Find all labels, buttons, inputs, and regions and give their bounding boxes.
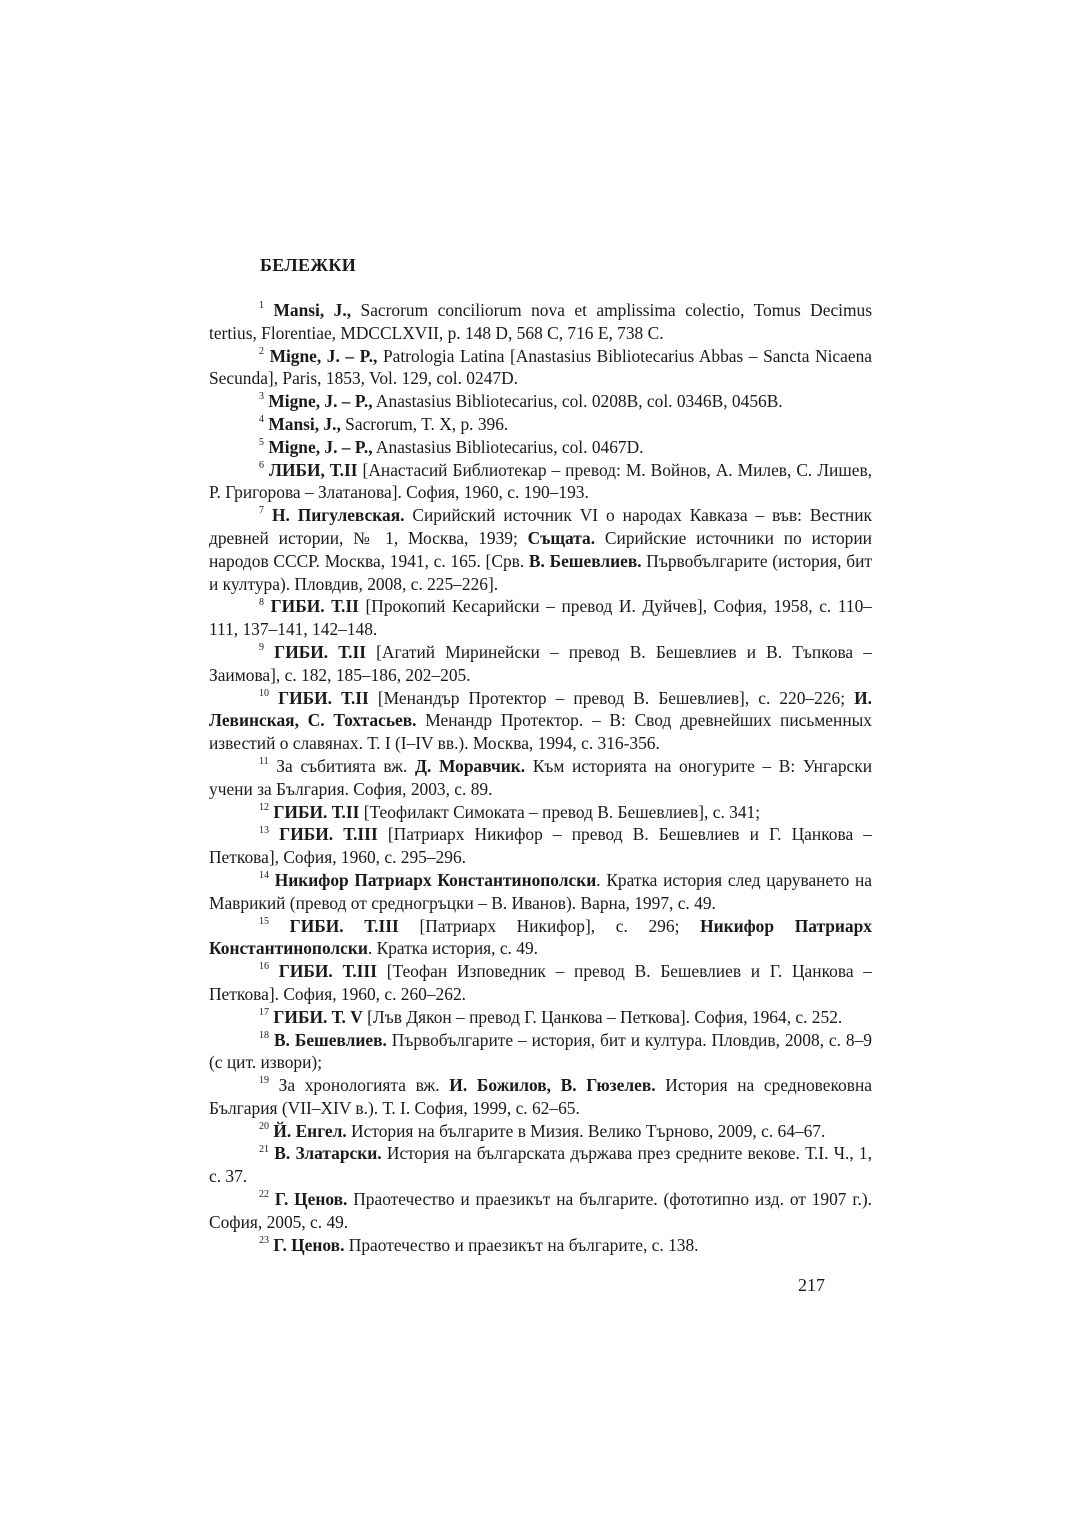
footnote-20 [209,1120,872,1143]
footnote-15 [209,915,872,961]
footnote-text: Менандр Протектор. – В: Свод древнейших письменных известий о славянах. Т. I (I–IV вв.). Москва, 1994, с. 316-356. [209,710,873,754]
footnote-text: Към историята на оногурите – В: Унгарски учени за България. София, 2003, с. 89. [209,755,872,799]
footnote-author: ГИБИ. Т.II [274,641,366,662]
footnote-text: Сирийский источник VI о народах Кавказа – във: Вестник древней истории, № 1, Москва, 1939; [209,505,872,548]
footnote-text: [Менандър Протектор – превод В. Бешевлиев], с. 220–226; [368,687,855,708]
footnote-author: И. Божилов, В. Гюзелев. [449,1075,656,1096]
footnote-author: В. Бешевлиев. [528,550,642,571]
footnote-13 [209,823,872,869]
footnote-23 [209,1234,872,1257]
footnote-author: Г. Ценов. [274,1189,348,1210]
footnote-author: Никифор Патриарх Константинополски [209,915,872,959]
footnote-8 [209,595,872,641]
footnote-22 [209,1188,872,1234]
footnote-text: Сирийские источники по истории народов СССР. Москва, 1941, с. 165. [Срв. [209,527,872,571]
footnote-number: 15 [259,915,269,927]
footnote-author: ГИБИ. Т.II [273,801,360,822]
footnote-author: И. Левинская, С. Тохтасьев. [209,687,872,731]
footnote-prefix: За хронологията вж. [278,1075,450,1096]
footnote-18 [209,1029,872,1075]
footnote-author: Д. Моравчик. [415,755,526,776]
footnote-11 [209,755,872,801]
footnote-number: 11 [259,756,269,768]
footnote-number: 8 [259,596,264,608]
footnote-number: 13 [259,824,269,836]
footnote-author: ГИБИ. Т.II [278,687,369,708]
footnote-2 [209,345,872,391]
footnote-author: Migne, J. – P., [268,436,373,457]
footnote-prefix: За събитията вж. [276,755,416,776]
footnote-author: ГИБИ. Т.III [279,824,378,845]
footnote-9 [209,641,872,687]
footnote-text: Anastasius Bibliotecarius, col. 0467D. [372,436,644,457]
footnote-6 [209,459,872,505]
footnote-number: 17 [259,1006,269,1018]
footnote-author: В. Бешевлиев. [273,1029,387,1050]
footnote-17 [209,1006,872,1029]
footnote-number: 19 [259,1075,269,1087]
footnote-number: 6 [259,459,264,471]
footnote-number: 3 [259,391,264,403]
footnote-text: [Патриарх Никифор], с. 296; [398,915,701,936]
footnote-14 [209,869,872,915]
footnote-text: . Кратка история след царуването на Маврикий (превод от средногръцки – В. Иванов). Варна, 1997, с. 49. [209,869,872,913]
notes-list [209,299,872,1256]
footnote-author: ЛИБИ, Т.II [268,459,358,480]
footnote-author: Н. Пигулевская. [271,505,405,526]
footnote-author: Migne, J. – P., [268,391,373,412]
footnote-text: [Теофан Изповедник – превод В. Бешевлиев и Г. Цанкова – Петкова]. София, 1960, с. 260–262. [209,961,872,1004]
footnote-number: 21 [259,1143,269,1155]
footnote-text: [Теофилакт Симоката – превод В. Бешевлиев], с. 341; [359,801,761,822]
footnote-author: Й. Енгел. [273,1120,347,1141]
footnote-4 [209,413,872,436]
footnote-author: Mansi, J., [268,413,341,434]
footnote-author: ГИБИ. Т.II [270,596,359,617]
footnote-text: [Прокопий Кесарийски – превод И. Дуйчев], София, 1958, с. 110–111, 137–141, 142–148. [209,596,873,640]
footnote-text: . Кратка история, с. 49. [367,938,538,959]
footnote-author: ГИБИ. Т.III [278,961,377,982]
footnote-number: 2 [259,345,264,357]
footnote-10 [209,687,872,755]
page-number: 217 [798,1275,825,1295]
footnote-number: 23 [259,1234,269,1246]
footnote-author: Г. Ценов. [273,1234,345,1255]
footnote-text: [Лъв Дякон – превод Г. Цанкова – Петкова]. София, 1964, с. 252. [362,1006,843,1027]
footnote-12 [209,801,872,824]
footnote-text: [Патриарх Никифор – превод В. Бешевлиев и Г. Цанкова – Петкова], София, 1960, с. 295–296. [209,824,872,868]
footnote-author: Migne, J. – P., [269,345,378,366]
notes-heading: БЕЛЕЖКИ [260,255,357,275]
footnote-number: 20 [259,1120,269,1132]
footnote-number: 22 [259,1189,269,1201]
footnote-19 [209,1074,872,1120]
footnote-number: 12 [259,801,269,813]
footnote-1 [209,299,872,345]
footnote-author: Никифор Патриарх Константинополски [274,869,597,890]
footnote-author: В. Златарски. [274,1143,382,1164]
footnote-author: ГИБИ. Т. V [273,1006,363,1027]
footnote-text: Patrologia Latina [Anastasius Bibliotecarius Abbas – Sancta Nicaena Secunda], Paris, 1853, Vol. 129, col. 0247D. [209,345,872,389]
footnote-3 [209,390,872,413]
footnote-21 [209,1142,872,1188]
footnote-7 [209,504,872,595]
footnote-text: История на средновековна България (VII–XIV в.). Т. I. София, 1999, с. 62–65. [209,1075,872,1118]
footnote-text: Sacrorum conciliorum nova et amplissima colectio, Tomus Decimus tertius, Florentiae, MDCCLXVII, p. 148 D, 568 C, 716 E, 738 C. [209,300,872,343]
footnote-5 [209,436,872,459]
footnote-number: 5 [259,436,264,448]
footnote-number: 4 [259,414,264,426]
footnote-author: Същата. [527,527,596,548]
footnote-author: Mansi, J., [273,300,352,320]
footnote-number: 18 [259,1029,269,1041]
footnote-text: Първобългарите – история, бит и култура. Пловдив, 2008, с. 8–9 (с цит. извори); [209,1029,873,1073]
footnote-text: [Анастасий Библиотекар – превод: М. Войнов, А. Милев, С. Лишев, Р. Григорова – Златанова]. София, 1960, с. 190–193. [209,459,873,503]
footnote-text: Праотечество и праезикът на българите. (фототипно изд. от 1907 г.). София, 2005, с. 49. [209,1189,872,1232]
footnote-number: 14 [259,870,269,882]
footnote-text: Sacrorum, T. X, p. 396. [340,413,509,434]
footnote-number: 10 [259,687,269,699]
footnote-text: Праотечество и праезикът на българите, с. 138. [344,1234,699,1255]
footnote-text: Anastasius Bibliotecarius, col. 0208B, col. 0346B, 0456B. [372,391,783,412]
footnote-number: 16 [259,961,269,973]
footnote-number: 1 [259,300,264,312]
footnote-text: [Агатий Миринейски – превод В. Бешевлиев и В. Тъпкова – Заимова], с. 182, 185–186, 202–205. [209,641,872,685]
footnote-number: 9 [259,642,264,654]
footnote-text: История на българската държава през средните векове. Т.I. Ч., 1, с. 37. [209,1143,872,1187]
footnote-author: ГИБИ. Т.III [289,915,399,936]
footnote-number: 7 [259,505,264,517]
footnote-text: История на българите в Мизия. Велико Търново, 2009, с. 64–67. [346,1120,826,1141]
footnote-16 [209,960,872,1006]
footnote-text: Първобългарите (история, бит и култура). Пловдив, 2008, с. 225–226]. [209,550,872,594]
